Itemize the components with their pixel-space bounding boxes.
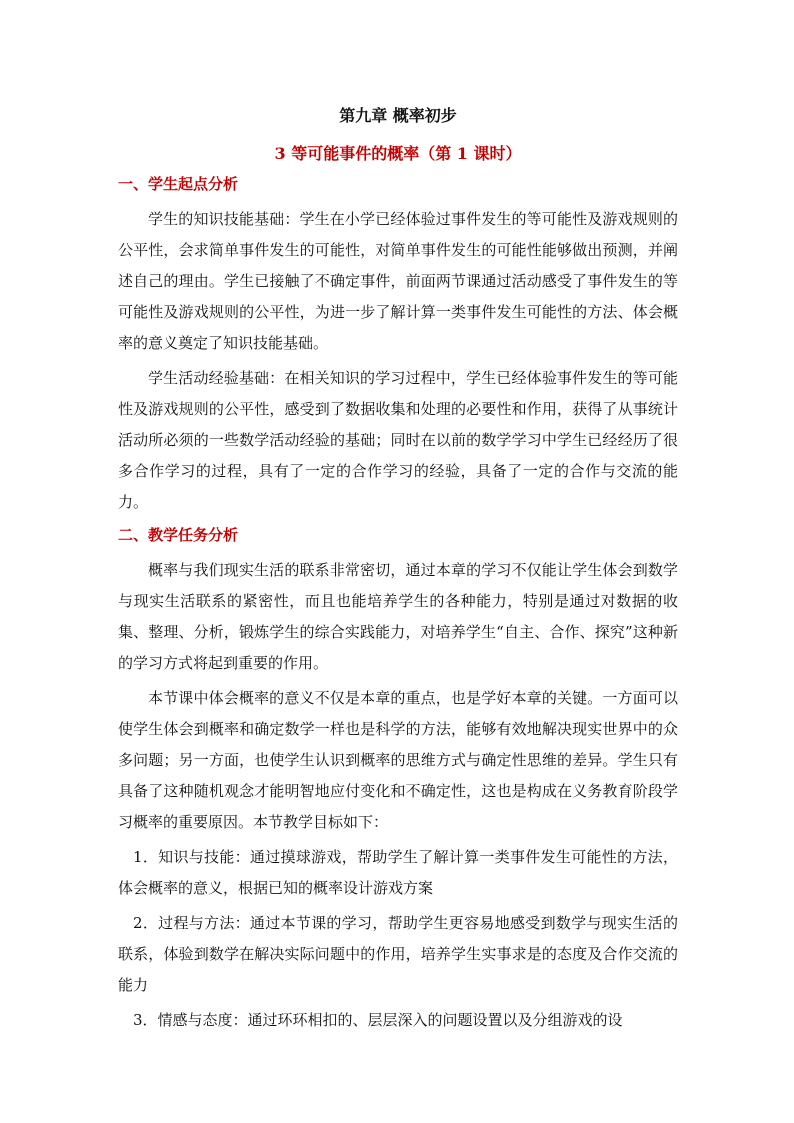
paragraph: 概率与我们现实生活的联系非常密切，通过本章的学习不仅能让学生体会到数学与现实生活联系的紧密性，而且也能培养学生的各种能力，特别是通过对数据的收集、整理、分析，锻炼学生的综合实践能力，对培养学生“自主、合作、探究”这种新的学习方式将起到重要的作用。 <box>118 561 678 672</box>
section-heading: 一、学生起点分析 <box>118 175 239 193</box>
section-student-analysis <box>118 173 678 518</box>
goal-item: 3．情感与态度：通过环环相扣的、层层深入的问题设置以及分组游戏的设 <box>133 1011 623 1029</box>
section-task-analysis <box>118 524 678 1036</box>
lesson-title: 3 等可能事件的概率（第 1 课时） <box>274 144 522 163</box>
paragraph: 学生的知识技能基础：学生在小学已经体验过事件发生的等可能性及游戏规则的公平性，会求简单事件发生的可能性，对简单事件发生的可能性能够做出预测，并阐述自己的理由。学生已接触了不确定事件，前面两节课通过活动感受了事件发生的等可能性及游戏规则的公平性，为进一步了解计算一类事件发生可能性的方法、体会概率的意义奠定了知识技能基础。 <box>118 210 678 352</box>
goal-item: 1．知识与技能：通过摸球游戏，帮助学生了解计算一类事件发生可能性的方法，体会概率的意义，根据已知的概率设计游戏方案 <box>118 848 678 897</box>
document-body <box>118 105 678 1036</box>
chapter-title: 第九章 概率初步 <box>339 106 457 125</box>
section-heading: 二、教学任务分析 <box>118 526 239 544</box>
paragraph: 本节课中体会概率的意义不仅是本章的重点，也是学好本章的关键。一方面可以使学生体会到概率和确定数学一样也是科学的方法，能够有效地解决现实世界中的众多问题；另一方面，也使学生认识到概率的思维方式与确定性思维的差异。学生只有具备了这种随机观念才能明智地应付变化和不确定性，这也是构成在义务教育阶段学习概率的重要原因。本节教学目标如下： <box>118 689 678 831</box>
goal-item: 2．过程与方法：通过本节课的学习，帮助学生更容易地感受到数学与现实生活的联系，体验到数学在解决实际问题中的作用，培养学生实事求是的态度及合作交流的能力 <box>118 914 678 994</box>
paragraph: 学生活动经验基础：在相关知识的学习过程中，学生已经体验事件发生的等可能性及游戏规则的公平性，感受到了数据收集和处理的必要性和作用，获得了从事统计活动所必须的一些数学活动经验的基础；同时在以前的数学学习中学生已经经历了很多合作学习的过程，具有了一定的合作学习的经验，具备了一定的合作与交流的能力。 <box>118 369 678 511</box>
